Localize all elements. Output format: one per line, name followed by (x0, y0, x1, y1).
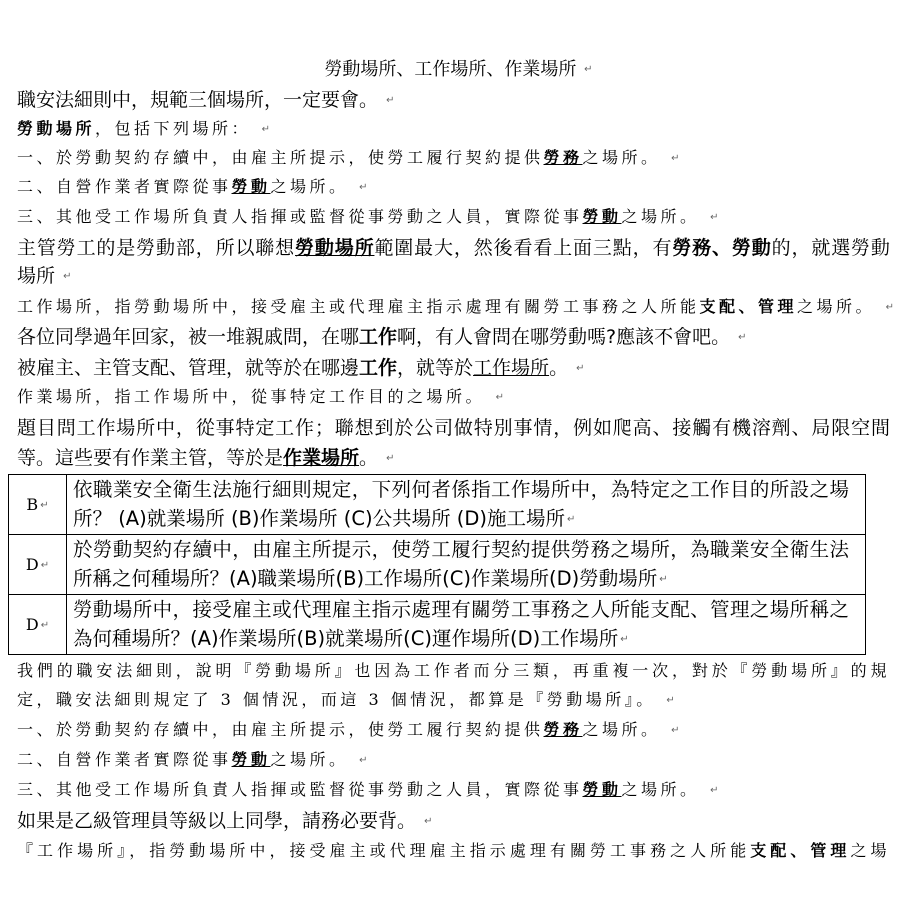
operation-tip-line-1 (17, 414, 890, 442)
review-item-3 (17, 776, 719, 805)
review-item-keyword: 勞動 (231, 750, 271, 769)
review-item-1 (17, 716, 680, 745)
work-tip-text: 啊，有人會問在哪勞動嗎?應該不會吧。 (397, 326, 731, 348)
labor-tip-text: 的，就選勞動 (771, 237, 890, 259)
labor-item-keyword: 勞動 (582, 207, 622, 226)
review-item-text: 二、自營作業者實際從事 (17, 750, 232, 769)
review-item-text: 之場所。 (270, 750, 349, 769)
labor-tip-text: 場所 (17, 265, 56, 287)
quiz-row (9, 595, 866, 655)
review-work-place-definition (17, 837, 890, 865)
quiz-question-cell (67, 595, 866, 655)
quiz-question: 勞動場所中，接受雇主或代理雇主指示處理有關勞工事務之人所能支配、管理之場所稱之為何種場所？(A)作業場所(B)就業場所(C)運作場所(D)工作場所 ↵ (73, 598, 849, 650)
work-tip-text: 被雇主、主管支配、管理，就等於在哪邊 (17, 357, 360, 379)
review-item-text: 之場所。 (621, 780, 700, 799)
labor-item-keyword: 勞動 (231, 177, 271, 196)
definition-text: 作業場所，指工作場所中，從事特定工作目的之場所。 (17, 387, 486, 406)
labor-item-3 (17, 203, 719, 232)
definition-keyword: 支配、管理 (750, 841, 851, 860)
title-text: 勞動場所、工作場所、作業場所 (324, 59, 577, 80)
review-text: 定，職安法細則規定了 3 個情況，而這 3 個情況，都算是『勞動場所』。 (17, 690, 656, 709)
operation-tip-text: 。 (359, 447, 379, 469)
labor-tip-separator: 、 (712, 237, 732, 259)
quiz-question-cell (67, 475, 866, 535)
quiz-answer-cell (9, 595, 67, 655)
labor-place-heading (17, 115, 270, 144)
work-tip-text: 。 (549, 357, 569, 379)
operation-tip-keyword: 作業場所 (283, 447, 360, 469)
definition-keyword: 支配、管理 (699, 297, 798, 316)
quiz-answer: B ↵ (26, 495, 48, 514)
work-tip-keyword: 工作 (359, 326, 398, 348)
labor-item-text: 三、其他受工作場所負責人指揮或監督從事勞動之人員，實際從事 (17, 207, 583, 226)
review-item-text: 三、其他受工作場所負責人指揮或監督從事勞動之人員，實際從事 (17, 780, 583, 799)
labor-item-text: 之場所。 (270, 177, 349, 196)
labor-item-text: 之場所。 (621, 207, 700, 226)
definition-text: 之場 (850, 841, 890, 860)
reminder-text: 如果是乙級管理員等級以上同學，請務必要背。 (17, 810, 417, 832)
labor-item-text: 之場所。 (582, 148, 661, 167)
review-line-1 (17, 657, 890, 685)
review-item-keyword: 勞動 (582, 780, 622, 799)
work-tip-keyword: 工作 (359, 357, 398, 379)
quiz-question-cell (67, 535, 866, 595)
definition-text: 『工作場所』，指勞動場所中，接受雇主或代理雇主指示處理有關勞工事務之人所能 (17, 841, 751, 860)
quiz-row (9, 475, 866, 535)
labor-tip-line-1 (17, 234, 890, 262)
labor-item-1 (17, 144, 680, 173)
work-place-definition (17, 293, 894, 322)
labor-tip-keyword: 勞動 (731, 237, 772, 259)
labor-place-heading-rest: ，包括下列場所： (95, 119, 252, 138)
review-reminder (17, 807, 432, 836)
labor-item-2 (17, 173, 368, 202)
review-item-text: 之場所。 (582, 720, 661, 739)
quiz-answer: D ↵ (26, 555, 49, 574)
operation-tip-line-2 (17, 444, 394, 473)
labor-item-keyword: 勞務 (543, 148, 583, 167)
work-tip-line-1 (17, 323, 747, 352)
quiz-answer-cell (9, 475, 67, 535)
quiz-question: 依職業安全衛生法施行細則規定，下列何者係指工作場所中，為特定之工作目的所設之場所？ (A)就業場所 (B)作業場所 (C)公共場所 (D)施工場所 ↵ (73, 478, 849, 530)
review-item-2 (17, 746, 368, 775)
labor-place-term: 勞動場所 (17, 119, 96, 138)
labor-item-text: 一、於勞動契約存續中，由雇主所提示，使勞工履行契約提供 (17, 148, 544, 167)
labor-tip-keyword: 勞務 (672, 237, 713, 259)
quiz-row (9, 535, 866, 595)
labor-tip-keyword: 勞動場所 (295, 237, 375, 259)
quiz-answer: D ↵ (26, 615, 49, 634)
work-tip-keyword: 工作場所 (473, 357, 550, 379)
definition-text: 工作場所，指勞動場所中，接受雇主或代理雇主指示處理有關勞工事務之人所能 (17, 297, 700, 316)
review-item-keyword: 勞務 (543, 720, 583, 739)
intro-line (17, 86, 394, 115)
document-title (0, 56, 917, 84)
quiz-answer-cell (9, 535, 67, 595)
operation-place-definition (17, 383, 504, 412)
review-item-text: 一、於勞動契約存續中，由雇主所提示，使勞工履行契約提供 (17, 720, 544, 739)
intro-text: 職安法細則中，規範三個場所，一定要會。 (17, 89, 379, 111)
quiz-question: 於勞動契約存續中，由雇主所提示，使勞工履行契約提供勞務之場所，為職業安全衛生法所稱之何種場所？(A)職業場所(B)工作場所(C)作業場所(D)勞動場所 ↵ (73, 538, 849, 590)
operation-tip-text: 等。這些要有作業主管，等於是 (17, 447, 284, 469)
work-tip-text: 各位同學過年回家，被一堆親戚問，在哪 (17, 326, 360, 348)
operation-tip-text: 題目問工作場所中，從事特定工作；聯想到於公司做特別事情，例如爬高、接觸有機溶劑、局限空間 (17, 417, 890, 439)
work-tip-text: ，就等於 (397, 357, 474, 379)
work-tip-line-2 (17, 354, 585, 383)
review-text: 我們的職安法細則，說明『勞動場所』也因為工作者而分三類，再重複一次，對於『勞動場所』的規 (17, 661, 890, 680)
quiz-table (8, 474, 866, 655)
labor-tip-text: 主管勞工的是勞動部，所以聯想 (17, 237, 296, 259)
labor-item-text: 二、自營作業者實際從事 (17, 177, 232, 196)
labor-tip-line-2 (17, 262, 71, 291)
labor-tip-text: 範圍最大，然後看看上面三點，有 (374, 237, 673, 259)
definition-text: 之場所。 (797, 297, 876, 316)
review-line-2 (17, 686, 675, 715)
